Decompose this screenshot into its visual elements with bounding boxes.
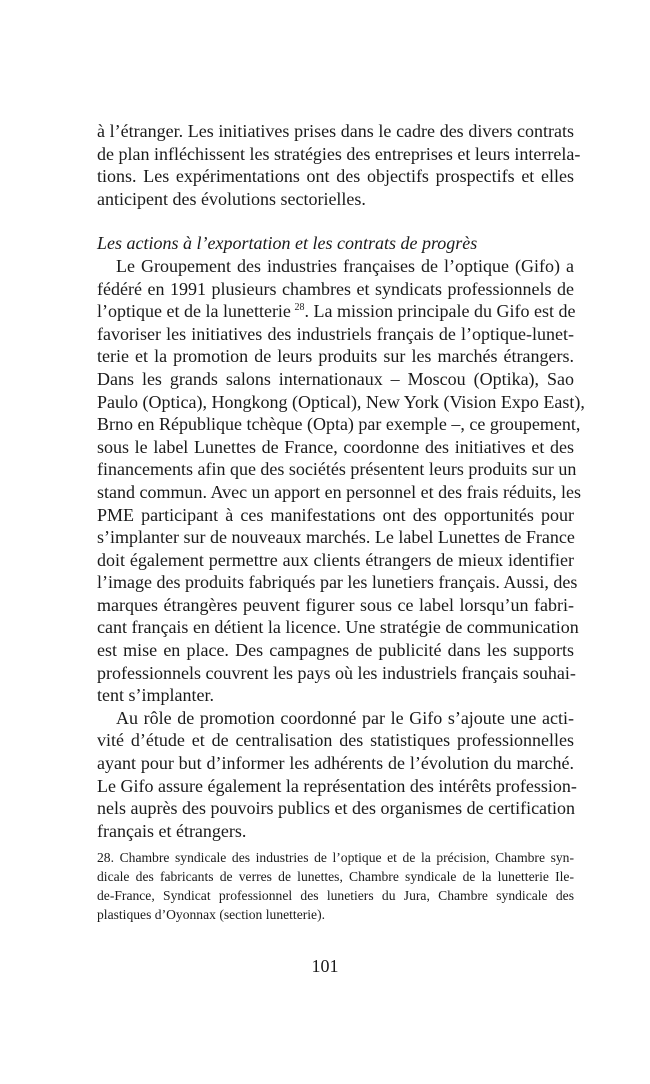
paragraph-2: [97, 255, 585, 707]
footnote-line: 28. Chambre syndicale des industries de l’optique et de la précision, Chambre syn-: [97, 850, 574, 865]
text-line: Dans les grands salons internationaux – Moscou (Optika), Sao: [97, 368, 574, 389]
text-line: financements afin que des sociétés présentent leurs produits sur un: [97, 459, 577, 480]
footnote-28: [97, 848, 574, 924]
paragraph-3: [97, 707, 577, 843]
text-line: PME participant à ces manifestations ont des opportunités pour: [97, 504, 574, 525]
text-line: sous le label Lunettes de France, coordonne des initiatives et des: [97, 436, 574, 457]
text-line: cant français en détient la licence. Une stratégie de communication: [97, 617, 579, 638]
text-line: terie et la promotion de leurs produits sur les marchés étrangers.: [97, 346, 574, 367]
text-line-with-note: [97, 300, 574, 323]
footnote-line: de-France, Syndicat professionnel des lunetiers du Jura, Chambre syndicale des: [97, 888, 574, 903]
text-line: de plan infléchissent les stratégies des entreprises et leurs interrela-: [97, 143, 581, 164]
text-line: s’implanter sur de nouveaux marchés. Le label Lunettes de France: [97, 527, 575, 548]
text-line: français et étrangers.: [97, 820, 247, 841]
text-line: marques étrangères peuvent figurer sous ce label lorsqu’un fabri-: [97, 594, 574, 615]
text-line: fédéré en 1991 plusieurs chambres et syndicats professionnels de: [97, 278, 574, 299]
page-number: 101: [311, 956, 339, 976]
text-line: Brno en République tchèque (Opta) par exemple –, ce groupement,: [97, 414, 581, 435]
text-line: Le Gifo assure également la représentation des intérêts profession-: [97, 775, 577, 796]
text-line: stand commun. Avec un apport en personnel et des frais réduits, les: [97, 481, 582, 502]
footnote-line: dicale des fabricants de verres de lunettes, Chambre syndicale de la lunetterie Ile-: [97, 869, 574, 884]
paragraph-gap: [97, 210, 574, 232]
text-line: nels auprès des pouvoirs publics et des organismes de certification: [97, 798, 576, 819]
text-line: tions. Les expérimentations ont des objectifs prospectifs et elles: [97, 166, 574, 187]
text-line: vité d’étude et de centralisation des statistiques professionnelles: [97, 730, 574, 751]
section-heading: Les actions à l’exportation et les contrats de progrès: [97, 233, 478, 254]
page-body: [97, 120, 585, 842]
text-line: ayant pour but d’informer les adhérents de l’évolution du marché.: [97, 753, 574, 774]
text-line: tent s’implanter.: [97, 685, 214, 706]
text-fragment: . La mission principale du Gifo est de: [304, 301, 576, 322]
text-line: l’image des produits fabriqués par les lunetiers français. Aussi, des: [97, 572, 578, 593]
text-line: professionnels couvrent les pays où les industriels français souhai-: [97, 662, 576, 683]
footnote-line: plastiques d’Oyonnax (section lunetterie).: [97, 907, 326, 922]
text-line: favoriser les initiatives des industriels français de l’optique-lunet-: [97, 323, 574, 344]
text-line: Au rôle de promotion coordonné par le Gifo s’ajoute une acti-: [116, 707, 574, 728]
text-line: est mise en place. Des campagnes de publicité dans les supports: [97, 640, 574, 661]
footnote-reference[interactable]: 28: [294, 302, 305, 314]
text-line: à l’étranger. Les initiatives prises dans le cadre des divers contrats: [97, 121, 574, 141]
text-line: Paulo (Optica), Hongkong (Optical), New York (Vision Expo East),: [97, 391, 585, 412]
paragraph-1: [97, 120, 581, 210]
text-line: anticipent des évolutions sectorielles.: [97, 188, 366, 209]
text-line: doit également permettre aux clients étrangers de mieux identifier: [97, 549, 574, 570]
text-fragment: l’optique et de la lunetterie: [97, 301, 291, 322]
text-line: Le Groupement des industries françaises de l’optique (Gifo) a: [116, 255, 574, 276]
